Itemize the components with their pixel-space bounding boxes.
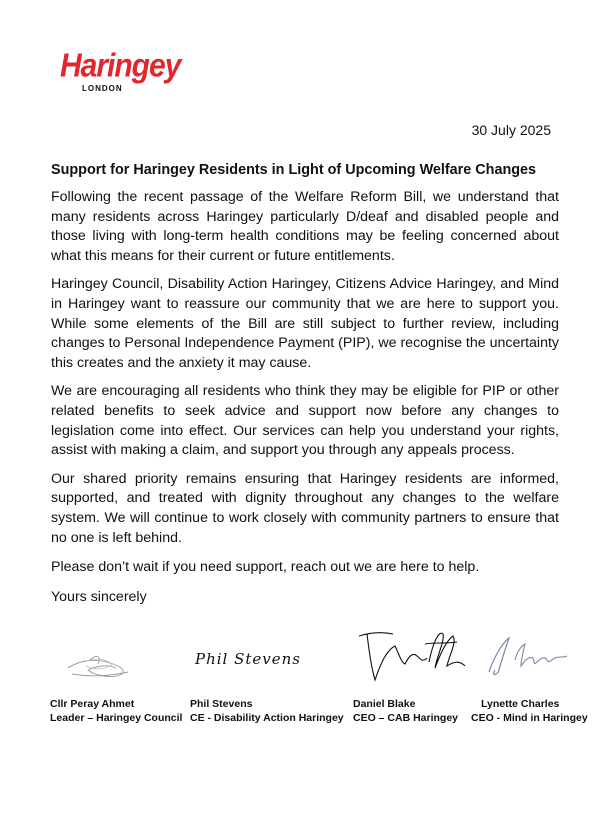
signature-lynette-charles [481, 630, 581, 686]
paragraph-4: Our shared priority remains ensuring that Haringey residents are informed, supported, and treated with dignity throughout any changes to the welfare system. We will continue to work closely with community partners to ensure that no one is left behind. [51, 470, 559, 546]
signature-peray-ahmet [50, 630, 140, 690]
letter-subject: Support for Haringey Residents in Light of Upcoming Welfare Changes [51, 162, 537, 178]
paragraph-3: We are encouraging all residents who think they may be eligible for PIP or other related benefits to seek advice and support now before any changes to legislation come into effect. Our services can help you understand your rights, assist with making a claim, and support you through any appeals process. [51, 383, 559, 459]
letter-date: 30 July 2025 [471, 122, 551, 138]
signature-daniel-blake [353, 622, 468, 686]
signatory-name: Cllr Peray Ahmet [50, 698, 135, 710]
signatory-name: Lynette Charles [481, 698, 560, 710]
paragraph-1: Following the recent passage of the Welfare Reform Bill, we understand that many residents across Haringey particularly D/deaf and disabled people and those living with long-term health conditions may be feeling concerned about what this means for their current or future entitlements. [51, 189, 559, 264]
signatory-name: Daniel Blake [353, 698, 416, 710]
haringey-logo [60, 47, 181, 93]
signatory-name: Phil Stevens [190, 698, 253, 710]
paragraph-2: Haringey Council, Disability Action Haringey, Citizens Advice Haringey, and Mind in Haringey want to reassure our community that we are here to support you. While some elements of the Bill are still subject to further review, including changes to Personal Independence Payment (PIP), we recognise the uncertainty this creates and the anxiety it may cause. [51, 276, 559, 371]
logo-wordmark: Haringey [60, 47, 181, 85]
logo-subtitle: LONDON [82, 84, 123, 93]
signatory-role: Leader – Haringey Council [50, 712, 183, 724]
signatory-role: CEO – CAB Haringey [353, 712, 459, 724]
signature-phil-stevens: Phil Stevens [195, 650, 302, 668]
signatory-role: CEO - Mind in Haringey [471, 712, 588, 724]
call-to-action: Please don’t wait if you need support, reach out we are here to help. [51, 559, 480, 576]
sign-off: Yours sincerely [51, 589, 147, 606]
letter-body [51, 160, 559, 607]
signatory-role: CE - Disability Action Haringey [190, 712, 344, 724]
signatories [50, 630, 595, 730]
